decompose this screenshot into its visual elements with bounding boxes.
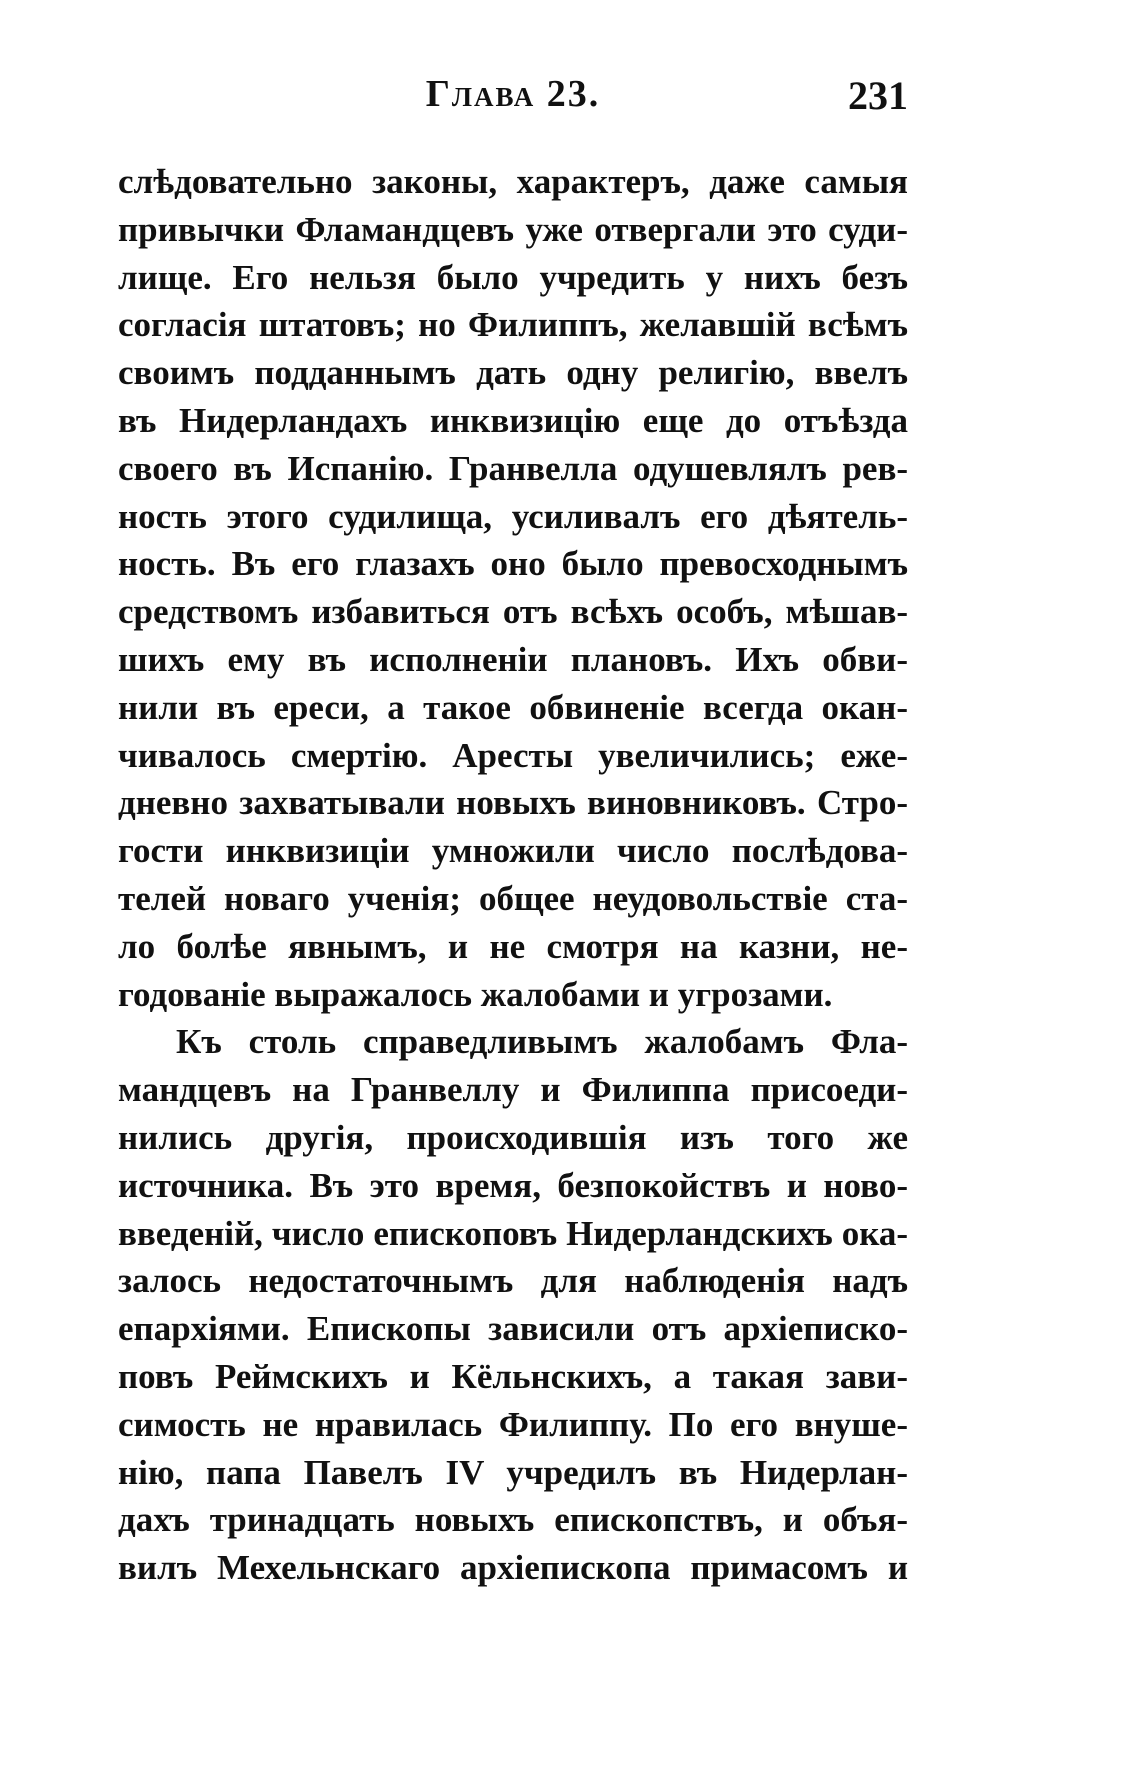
text-line: дахъ тринадцать новыхъ епископствъ, и объя- — [118, 1500, 908, 1540]
text-line: вилъ Мехельнскаго архіепископа примасомъ и — [118, 1548, 908, 1588]
text-line: шихъ ему въ исполненіи плановъ. Ихъ обви- — [118, 639, 908, 679]
running-head — [118, 72, 908, 132]
text-line: нили въ ереси, а такое обвиненіе всегда окан- — [118, 687, 908, 727]
text-line: епархіями. Епископы зависили отъ архіеписко- — [118, 1309, 908, 1349]
text-line: ность. Въ его глазахъ оно было превосходнымъ — [118, 544, 908, 584]
text-line: дневно захватывали новыхъ виновниковъ. Стро- — [118, 783, 908, 823]
text-line: повъ Реймскихъ и Кёльнскихъ, а такая зави- — [118, 1356, 908, 1396]
body-text — [118, 158, 908, 1592]
text-line: средствомъ избавиться отъ всѣхъ особъ, мѣшав- — [118, 592, 908, 632]
text-line: ло болѣе явнымъ, и не смотря на казни, не- — [118, 926, 908, 966]
text-line: залось недостаточнымъ для наблюденія надъ — [118, 1261, 908, 1301]
text-line: чивалось смертію. Аресты увеличились; еже- — [118, 735, 908, 775]
text-line: симость не нравилась Филиппу. По его внуше- — [118, 1404, 908, 1444]
text-line: введеній, число епископовъ Нидерландскихъ ока- — [118, 1213, 908, 1253]
paragraph-last-line: годованіе выражалось жалобами и угрозами. — [118, 974, 833, 1014]
text-line: ность этого судилища, усиливалъ его дѣятель- — [118, 496, 908, 536]
paragraph-first-line: Къ столь справедливымъ жалобамъ Фла- — [176, 1022, 908, 1062]
chapter-heading: Глава 23. — [425, 73, 601, 115]
text-line: согласія штатовъ; но Филиппъ, желавшій всѣмъ — [118, 305, 908, 345]
text-line: нились другія, происходившія изъ того же — [118, 1117, 908, 1157]
text-line: слѣдовательно законы, характеръ, даже самыя — [118, 162, 908, 201]
text-line: телей новаго ученія; общее неудовольствіе ста- — [118, 878, 908, 918]
text-line: источника. Въ это время, безпокойствъ и ново- — [118, 1165, 908, 1205]
text-line: мандцевъ на Гранвеллу и Филиппа присоеди- — [118, 1070, 908, 1110]
text-line: лище. Его нельзя было учредить у нихъ безъ — [118, 257, 908, 297]
text-line: гости инквизиціи умножили число послѣдова- — [118, 831, 908, 871]
text-line: нію, папа Павелъ IV учредилъ въ Нидерлан- — [118, 1452, 908, 1492]
text-line: своимъ подданнымъ дать одну религію, ввелъ — [118, 353, 908, 393]
page-number: 231 — [848, 73, 908, 118]
text-line: въ Нидерландахъ инквизицію еще до отъѣзда — [118, 400, 908, 440]
text-line: привычки Фламандцевъ уже отвергали это суди- — [118, 209, 908, 249]
text-line: своего въ Испанію. Гранвелла одушевлялъ рев- — [118, 448, 908, 488]
